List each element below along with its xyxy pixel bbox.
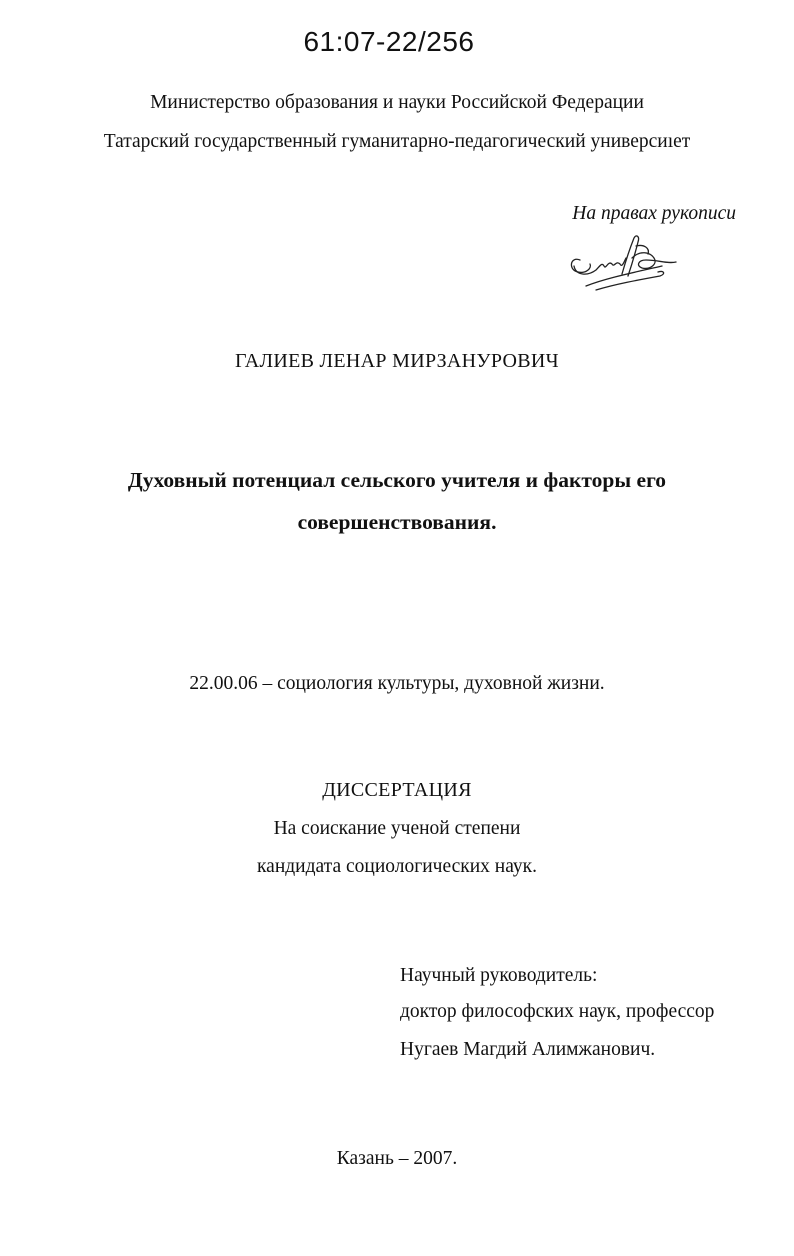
- author-name: ГАЛИЕВ ЛЕНАР МИРЗАНУРОВИЧ: [235, 350, 559, 372]
- university-name: Татарский государственный гуманитарно-педагогический универсиıет: [103, 131, 691, 152]
- supervisor-name: Нугаев Магдий Алимжанович.: [400, 1039, 656, 1060]
- city-year: Казань – 2007.: [336, 1148, 458, 1169]
- ministry-name: Министерство образования и науки Российской Федерации: [150, 92, 644, 113]
- supervisor-label: Научный руководитель:: [400, 965, 598, 986]
- dissertation-title-line-1: Духовный потенциал сельского учителя и факторы его: [127, 468, 667, 492]
- manuscript-rights-note: На правах рукописи: [572, 203, 736, 224]
- document-type: ДИССЕРТАЦИЯ: [322, 779, 472, 801]
- degree-line-1: На соискание ученой степени: [273, 818, 521, 839]
- supervisor-credentials: доктор философских наук, профессор: [400, 1001, 715, 1022]
- degree-line-2: кандидата социологических наук.: [256, 856, 537, 877]
- dissertation-title-line-2: совершенствования.: [297, 510, 497, 534]
- specialty-code: 22.00.06 – социология культуры, духовной жизни.: [189, 673, 605, 694]
- archive-stamp-number: [0, 26, 794, 58]
- author-signature: [566, 230, 678, 294]
- archive-stamp-text: 61:07-22/256: [303, 26, 475, 57]
